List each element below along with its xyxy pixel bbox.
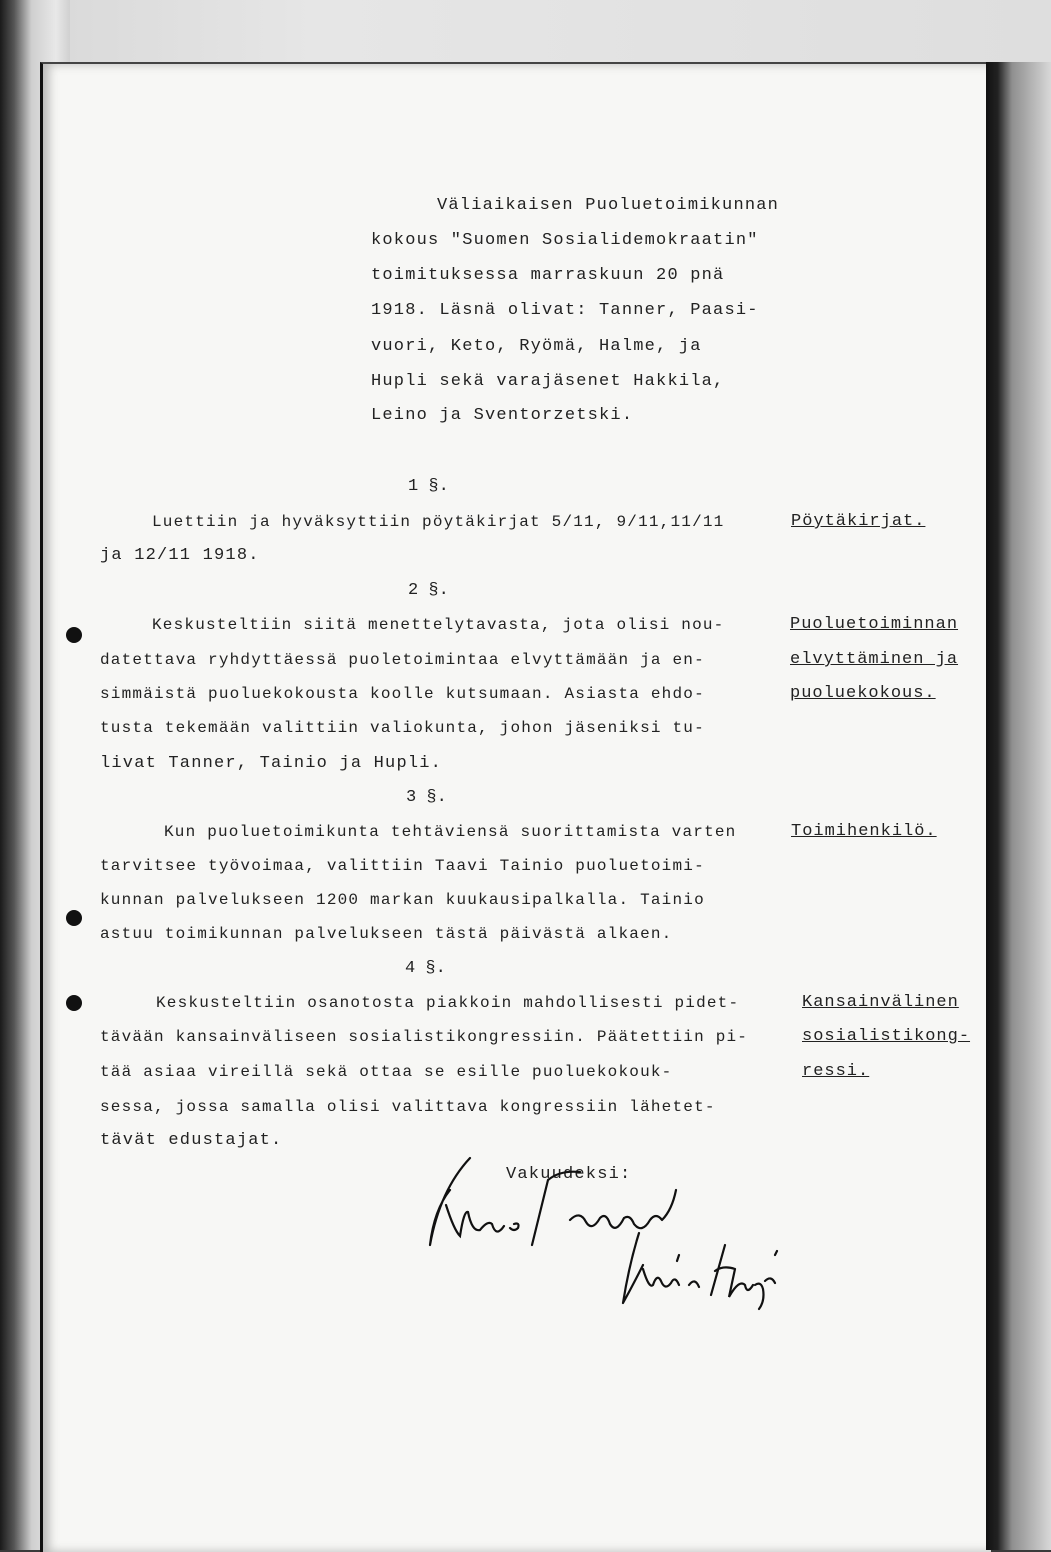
margin-note: Puoluetoiminnan <box>790 615 959 634</box>
margin-note: Kansainvälinen <box>802 993 959 1012</box>
section-number: 2 §. <box>408 581 449 600</box>
hole-punch-mark <box>66 910 82 926</box>
header-line: Väliaikaisen Puoluetoimikunnan <box>437 196 780 215</box>
section-line: datettava ryhdyttäessä puoletoimintaa elvyttämään ja en- <box>100 651 705 669</box>
section-line: Kun puoluetoimikunta tehtäviensä suorittamista varten <box>164 823 737 841</box>
header-line: vuori, Keto, Ryömä, Halme, ja <box>371 337 702 356</box>
section-line: sessa, jossa samalla olisi valittava kongressiin lähetet- <box>100 1098 716 1116</box>
page-right-edge <box>986 62 1051 1550</box>
section-line: tusta tekemään valittiin valiokunta, johon jäseniksi tu- <box>100 719 705 737</box>
section-line: ja 12/11 1918. <box>100 546 260 565</box>
section-line: kunnan palvelukseen 1200 markan kuukausipalkalla. Tainio <box>100 891 705 909</box>
margin-note: Pöytäkirjat. <box>791 512 926 531</box>
section-number: 1 §. <box>408 477 449 496</box>
hole-punch-mark <box>66 627 82 643</box>
section-line: simmäistä puoluekokousta koolle kutsumaan. Asiasta ehdo- <box>100 685 705 703</box>
margin-note: elvyttäminen ja <box>790 650 959 669</box>
section-line: astuu toimikunnan palvelukseen tästä päivästä alkaen. <box>100 925 673 943</box>
section-line: tää asiaa vireillä sekä ottaa se esille puoluekokouk- <box>100 1063 673 1081</box>
section-line: tävään kansainväliseen sosialistikongressiin. Päätettiin pi- <box>100 1028 749 1046</box>
section-line: tävät edustajat. <box>100 1131 283 1150</box>
section-line: livat Tanner, Tainio ja Hupli. <box>100 754 443 773</box>
section-line: tarvitsee työvoimaa, valittiin Taavi Tainio puoluetoimi- <box>100 857 705 875</box>
header-line: Leino ja Sventorzetski. <box>371 406 634 425</box>
header-line: kokous "Suomen Sosialidemokraatin" <box>371 231 759 250</box>
section-line: Keskusteltiin siitä menettelytavasta, jota olisi nou- <box>152 616 725 634</box>
margin-note: puoluekokous. <box>790 684 936 703</box>
margin-note: ressi. <box>802 1062 870 1081</box>
header-line: Hupli sekä varajäsenet Hakkila, <box>371 372 725 391</box>
signature-hupli <box>615 1225 785 1315</box>
header-line: 1918. Läsnä olivat: Tanner, Paasi- <box>371 301 759 320</box>
margin-note: sosialistikong- <box>802 1027 971 1046</box>
section-line: Keskusteltiin osanotosta piakkoin mahdollisesti pidet- <box>156 994 740 1012</box>
margin-note: Toimihenkilö. <box>791 822 937 841</box>
header-line: toimituksessa marraskuun 20 pnä <box>371 266 725 285</box>
section-number: 4 §. <box>405 959 446 978</box>
signature-caption: Vakuudeksi: <box>506 1165 632 1184</box>
section-number: 3 §. <box>406 788 447 807</box>
hole-punch-mark <box>66 995 82 1011</box>
section-line: Luettiin ja hyväksyttiin pöytäkirjat 5/11, 9/11,11/11 <box>152 513 725 531</box>
